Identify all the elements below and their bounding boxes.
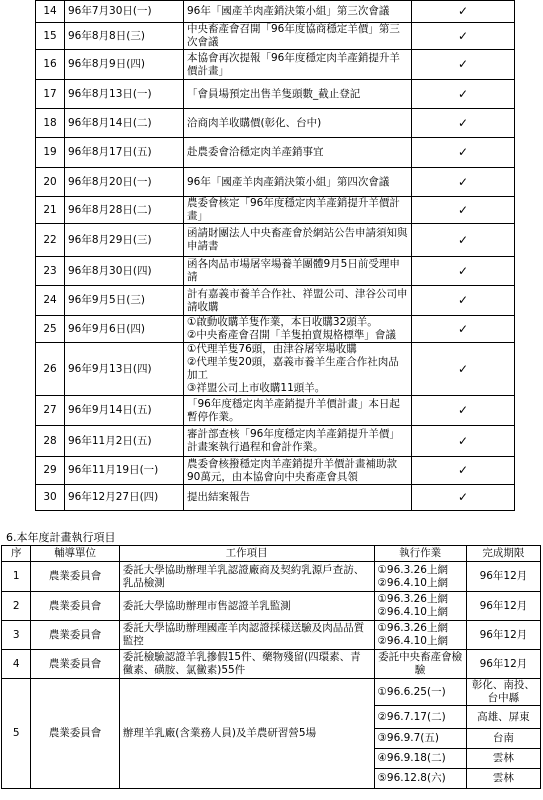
log-number: 29 bbox=[36, 457, 65, 485]
log-check: ✓ bbox=[412, 485, 515, 511]
log-date: 96年9月6日(四) bbox=[65, 316, 184, 343]
log-event: 中央畜產會召開「96年度協商穩定羊價」第三次會議 bbox=[184, 23, 412, 50]
log-event: 農委會核定「96年度穩定肉羊產銷提升羊價計畫」 bbox=[184, 197, 412, 224]
session-date: ⑤96.12.8(六) bbox=[374, 769, 466, 789]
session-date: ②96.7.17(二) bbox=[374, 706, 466, 729]
plan-seq: 1 bbox=[2, 562, 31, 592]
plan-exec: 委託中央畜產會檢驗 bbox=[374, 650, 466, 679]
log-event: 「96年度穩定肉羊產銷提升羊價計畫」本日起暫停作業。 bbox=[184, 396, 412, 426]
plan-item: 委託檢驗認證羊乳摻假15件、藥物殘留(四環素、青黴素、磺胺、氯黴素)55件 bbox=[119, 650, 374, 679]
log-row bbox=[36, 286, 515, 316]
log-date: 96年8月8日(三) bbox=[65, 23, 184, 50]
log-check: ✓ bbox=[412, 457, 515, 485]
log-row bbox=[36, 50, 515, 80]
log-number: 27 bbox=[36, 396, 65, 426]
log-row bbox=[36, 224, 515, 257]
log-check: ✓ bbox=[412, 1, 515, 23]
log-event: 提出結案報告 bbox=[184, 485, 412, 511]
log-date: 96年7月30日(一) bbox=[65, 1, 184, 23]
log-number: 30 bbox=[36, 485, 65, 511]
log-row bbox=[36, 23, 515, 50]
section-title: 6.本年度計畫執行項目 bbox=[6, 531, 116, 544]
log-row bbox=[36, 396, 515, 426]
log-check: ✓ bbox=[412, 138, 515, 168]
log-check: ✓ bbox=[412, 257, 515, 286]
log-row bbox=[36, 485, 515, 511]
log-event: ①代理羊隻76頭，由津谷屠宰場收購 ②代理羊隻20頭，嘉義市養羊生產合作社肉品加工 ③祥盟公司上市收購11頭羊。 bbox=[184, 343, 412, 396]
log-check: ✓ bbox=[412, 286, 515, 316]
plan-exec: ①96.3.26上網 ②96.4.10上網 bbox=[374, 621, 466, 650]
log-check: ✓ bbox=[412, 23, 515, 50]
log-event: 函各肉品市場屠宰場養羊團體9月5日前受理申請 bbox=[184, 257, 412, 286]
session-place: 雲林 bbox=[466, 769, 540, 789]
log-event: 本協會再次提報「96年度穩定肉羊產銷提升羊價計畫」 bbox=[184, 50, 412, 80]
session-place: 高雄、屏東 bbox=[466, 706, 540, 729]
session-place: 彰化、南投、台中縣 bbox=[466, 679, 540, 706]
plan-row bbox=[2, 650, 541, 679]
log-row bbox=[36, 257, 515, 286]
log-date: 96年8月14日(二) bbox=[65, 109, 184, 138]
log-date: 96年9月13日(四) bbox=[65, 343, 184, 396]
log-date: 96年8月30日(四) bbox=[65, 257, 184, 286]
log-row bbox=[36, 168, 515, 197]
log-number: 14 bbox=[36, 1, 65, 23]
session-date: ①96.6.25(一) bbox=[374, 679, 466, 706]
log-row bbox=[36, 457, 515, 485]
log-check: ✓ bbox=[412, 396, 515, 426]
log-number: 15 bbox=[36, 23, 65, 50]
log-event: 「會員場預定出售羊隻頭數_截止登記 bbox=[184, 80, 412, 109]
log-date: 96年8月17日(五) bbox=[65, 138, 184, 168]
plan-unit: 農業委員會 bbox=[31, 650, 119, 679]
log-date: 96年9月5日(三) bbox=[65, 286, 184, 316]
progress-log-table bbox=[35, 0, 515, 511]
log-number: 16 bbox=[36, 50, 65, 80]
plan-seq: 5 bbox=[2, 679, 31, 789]
log-number: 20 bbox=[36, 168, 65, 197]
plan-seq: 4 bbox=[2, 650, 31, 679]
plan-exec: ①96.3.26上網 ②96.4.10上網 bbox=[374, 592, 466, 621]
plan-deadline: 96年12月 bbox=[466, 621, 540, 650]
plan-item: 委託大學協助辦理國產羊肉認證採樣送驗及肉品品質監控 bbox=[119, 621, 374, 650]
plan-unit: 農業委員會 bbox=[31, 621, 119, 650]
log-check: ✓ bbox=[412, 109, 515, 138]
session-place: 雲林 bbox=[466, 749, 540, 769]
log-number: 22 bbox=[36, 224, 65, 257]
header-item: 工作項目 bbox=[119, 546, 374, 562]
log-event: 96年「國產羊肉產銷決策小組」第四次會議 bbox=[184, 168, 412, 197]
log-date: 96年12月27日(四) bbox=[65, 485, 184, 511]
session-date: ③96.9.7(五) bbox=[374, 729, 466, 749]
plan-row bbox=[2, 562, 541, 592]
plan-deadline: 96年12月 bbox=[466, 592, 540, 621]
log-number: 26 bbox=[36, 343, 65, 396]
log-event: 赴農委會洽穩定肉羊產銷事宜 bbox=[184, 138, 412, 168]
log-number: 25 bbox=[36, 316, 65, 343]
log-date: 96年8月29日(三) bbox=[65, 224, 184, 257]
plan-item: 委託大學協助辦理市售認證羊乳監測 bbox=[119, 592, 374, 621]
plan-item: 委託大學協助辦理羊乳認證廠商及契約乳源戶查訪、乳品檢測 bbox=[119, 562, 374, 592]
log-row bbox=[36, 197, 515, 224]
log-event: 洽商肉羊收購價(彰化、台中) bbox=[184, 109, 412, 138]
log-date: 96年8月13日(一) bbox=[65, 80, 184, 109]
plan-seq: 2 bbox=[2, 592, 31, 621]
log-row bbox=[36, 343, 515, 396]
log-check: ✓ bbox=[412, 168, 515, 197]
plan-item: 辦理羊乳廠(含業務人員)及羊農研習營5場 bbox=[119, 679, 374, 789]
plan-unit: 農業委員會 bbox=[31, 592, 119, 621]
log-date: 96年11月2日(五) bbox=[65, 426, 184, 457]
log-check: ✓ bbox=[412, 197, 515, 224]
plan-unit: 農業委員會 bbox=[31, 679, 119, 789]
plan-unit: 農業委員會 bbox=[31, 562, 119, 592]
log-number: 23 bbox=[36, 257, 65, 286]
log-date: 96年8月28日(二) bbox=[65, 197, 184, 224]
log-number: 17 bbox=[36, 80, 65, 109]
plan-row bbox=[2, 679, 541, 706]
header-exec: 執行作業 bbox=[374, 546, 466, 562]
plan-row bbox=[2, 592, 541, 621]
plan-seq: 3 bbox=[2, 621, 31, 650]
header-deadline: 完成期限 bbox=[466, 546, 540, 562]
log-number: 28 bbox=[36, 426, 65, 457]
log-number: 21 bbox=[36, 197, 65, 224]
plan-exec: ①96.3.26上網 ②96.4.10上網 bbox=[374, 562, 466, 592]
log-event: 96年「國產羊肉產銷決策小組」第三次會議 bbox=[184, 1, 412, 23]
log-row bbox=[36, 316, 515, 343]
log-check: ✓ bbox=[412, 80, 515, 109]
session-place: 台南 bbox=[466, 729, 540, 749]
log-event: 審計部查核「96年度穩定肉羊產銷提升羊價」計畫案執行過程和會計作業。 bbox=[184, 426, 412, 457]
log-date: 96年11月19日(一) bbox=[65, 457, 184, 485]
log-row bbox=[36, 1, 515, 23]
log-check: ✓ bbox=[412, 426, 515, 457]
log-check: ✓ bbox=[412, 343, 515, 396]
plan-header-row bbox=[2, 546, 541, 562]
log-date: 96年8月9日(四) bbox=[65, 50, 184, 80]
log-row bbox=[36, 138, 515, 168]
log-event: 農委會核撥穩定肉羊產銷提升羊價計畫補助款90萬元，由本協會向中央畜產會具領 bbox=[184, 457, 412, 485]
log-number: 18 bbox=[36, 109, 65, 138]
plan-row bbox=[2, 621, 541, 650]
plan-deadline: 96年12月 bbox=[466, 650, 540, 679]
log-check: ✓ bbox=[412, 50, 515, 80]
header-seq: 序 bbox=[2, 546, 31, 562]
log-date: 96年9月14日(五) bbox=[65, 396, 184, 426]
log-event: 計有嘉義市養羊合作社、祥盟公司、津谷公司申請收購 bbox=[184, 286, 412, 316]
log-check: ✓ bbox=[412, 224, 515, 257]
log-row bbox=[36, 426, 515, 457]
log-check: ✓ bbox=[412, 316, 515, 343]
log-number: 24 bbox=[36, 286, 65, 316]
log-row bbox=[36, 80, 515, 109]
plan-table bbox=[1, 545, 541, 789]
header-unit: 輔導單位 bbox=[31, 546, 119, 562]
log-row bbox=[36, 109, 515, 138]
log-number: 19 bbox=[36, 138, 65, 168]
log-event: 函請財團法人中央畜產會於網站公告申請須知與申請書 bbox=[184, 224, 412, 257]
log-event: ①啟動收購羊隻作業，本日收購32頭羊。 ②中央畜產會召開「羊隻拍賣規格標準」會議 bbox=[184, 316, 412, 343]
session-date: ④96.9.18(二) bbox=[374, 749, 466, 769]
plan-deadline: 96年12月 bbox=[466, 562, 540, 592]
log-date: 96年8月20日(一) bbox=[65, 168, 184, 197]
